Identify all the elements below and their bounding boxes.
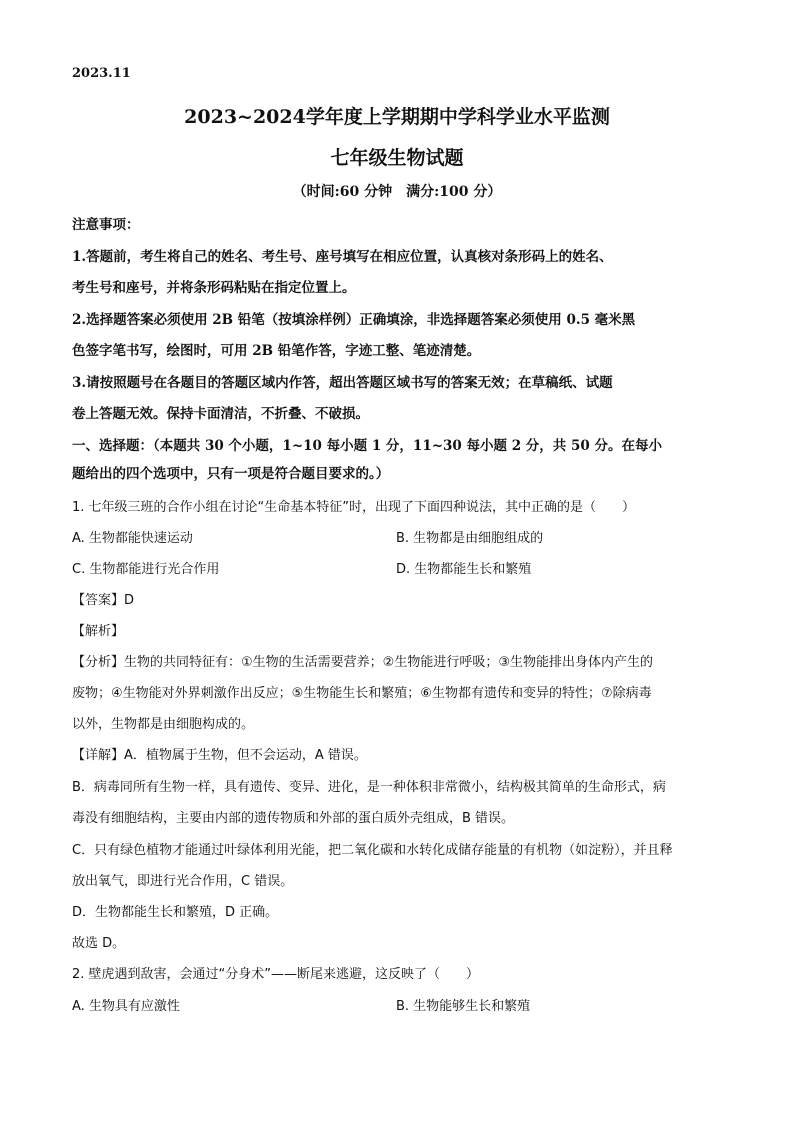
- q1-fenxi-line-2: 废物；④生物能对外界刺激作出反应；⑤生物能生长和繁殖；⑥生物都有遗传和变异的特性；⑦除病毒: [72, 686, 652, 701]
- note-1-line-2: 考生号和座号，并将条形码粘贴在指定位置上。: [72, 280, 356, 296]
- section-heading-line-2: 题给出的四个选项中，只有一项是符合题目要求的。）: [72, 466, 390, 482]
- note-2-line-2: 色签字笔书写，绘图时，可用 2B 铅笔作答，字迹工整、笔迹清楚。: [72, 343, 481, 359]
- note-2-line-1: 2.选择题答案必须使用 2B 铅笔（按填涂样例）正确填涂，非选择题答案必须使用 0.5 毫米黑: [72, 312, 636, 328]
- q1-fenxi-line-3: 以外，生物都是由细胞构成的。: [72, 717, 255, 732]
- q1-xiangjie-c-line-2: 放出氧气，即进行光合作用，C 错误。: [72, 874, 294, 889]
- xiangjie-tag: 【详解】: [72, 748, 125, 763]
- q1-xiangjie-c-line-1: C．只有绿色植物才能通过叶绿体利用光能，把二氧化碳和水转化成储存能量的有机物（如淀粉），并且释: [72, 843, 673, 858]
- note-3-line-2: 卷上答题无效。保持卡面清洁，不折叠、不破损。: [72, 406, 369, 422]
- q1-option-a: A. 生物都能快速运动: [72, 531, 193, 546]
- fenxi-tag: 【分析】: [72, 655, 125, 670]
- q1-option-c: C. 生物都能进行光合作用: [72, 562, 220, 577]
- note-3-line-1: 3.请按照题号在各题目的答题区域内作答，超出答题区域书写的答案无效；在草稿纸、试题: [72, 375, 613, 391]
- q1-conclusion: 故选 D。: [72, 936, 126, 951]
- question-2-stem: 2. 壁虎遇到敌害，会通过“分身术”——断尾来逃避，这反映了（ ）: [72, 967, 480, 982]
- q2-option-a: A. 生物具有应激性: [72, 999, 180, 1014]
- fenxi-text-1: 生物的共同特征有：①生物的生活需要营养；②生物能进行呼吸；③生物能排出身体内产生的: [124, 655, 653, 670]
- exam-subtitle: 七年级生物试题: [330, 147, 464, 169]
- answer-tag: 【答案】: [72, 593, 125, 608]
- question-1-stem: 1. 七年级三班的合作小组在讨论“生命基本特征”时，出现了下面四种说法，其中正确的是（ ）: [72, 500, 636, 515]
- notes-heading: 注意事项：: [72, 217, 140, 233]
- xiangjie-a-text: A．植物属于生物，但不会运动，A 错误。: [124, 748, 367, 763]
- q1-xiangjie-a: [72, 744, 732, 763]
- exam-time-info: （时间:60 分钟 满分:100 分）: [292, 184, 502, 200]
- q1-xiangjie-b-line-1: B．病毒同所有生物一样，具有遗传、变异、进化，是一种体积非常微小，结构极其简单的生命形式，病: [72, 780, 666, 795]
- q1-option-d: D. 生物都能生长和繁殖: [396, 562, 532, 577]
- section-heading-line-1: 一、选择题：（本题共 30 个小题，1~10 每小题 1 分，11~30 每小题 2 分，共 50 分。在每小: [72, 438, 662, 454]
- note-1-line-1: 1.答题前，考生将自己的姓名、考生号、座号填写在相应位置，认真核对条形码上的姓名、: [72, 249, 613, 265]
- q1-fenxi-line-1: [72, 651, 732, 670]
- q1-option-b: B. 生物都是由细胞组成的: [396, 531, 544, 546]
- answer-value: D: [124, 593, 135, 608]
- exam-title: 2023~2024学年度上学期期中学科学业水平监测: [184, 106, 610, 128]
- q1-xiangjie-b-line-2: 毒没有细胞结构，主要由内部的遗传物质和外部的蛋白质外壳组成，B 错误。: [72, 811, 515, 826]
- q1-answer: [72, 589, 732, 608]
- q1-xiangjie-d: D．生物都能生长和繁殖，D 正确。: [72, 905, 279, 920]
- q2-option-b: B. 生物能够生长和繁殖: [396, 999, 531, 1014]
- q1-analysis-tag: 【解析】: [72, 624, 125, 639]
- exam-date: 2023.11: [72, 66, 131, 81]
